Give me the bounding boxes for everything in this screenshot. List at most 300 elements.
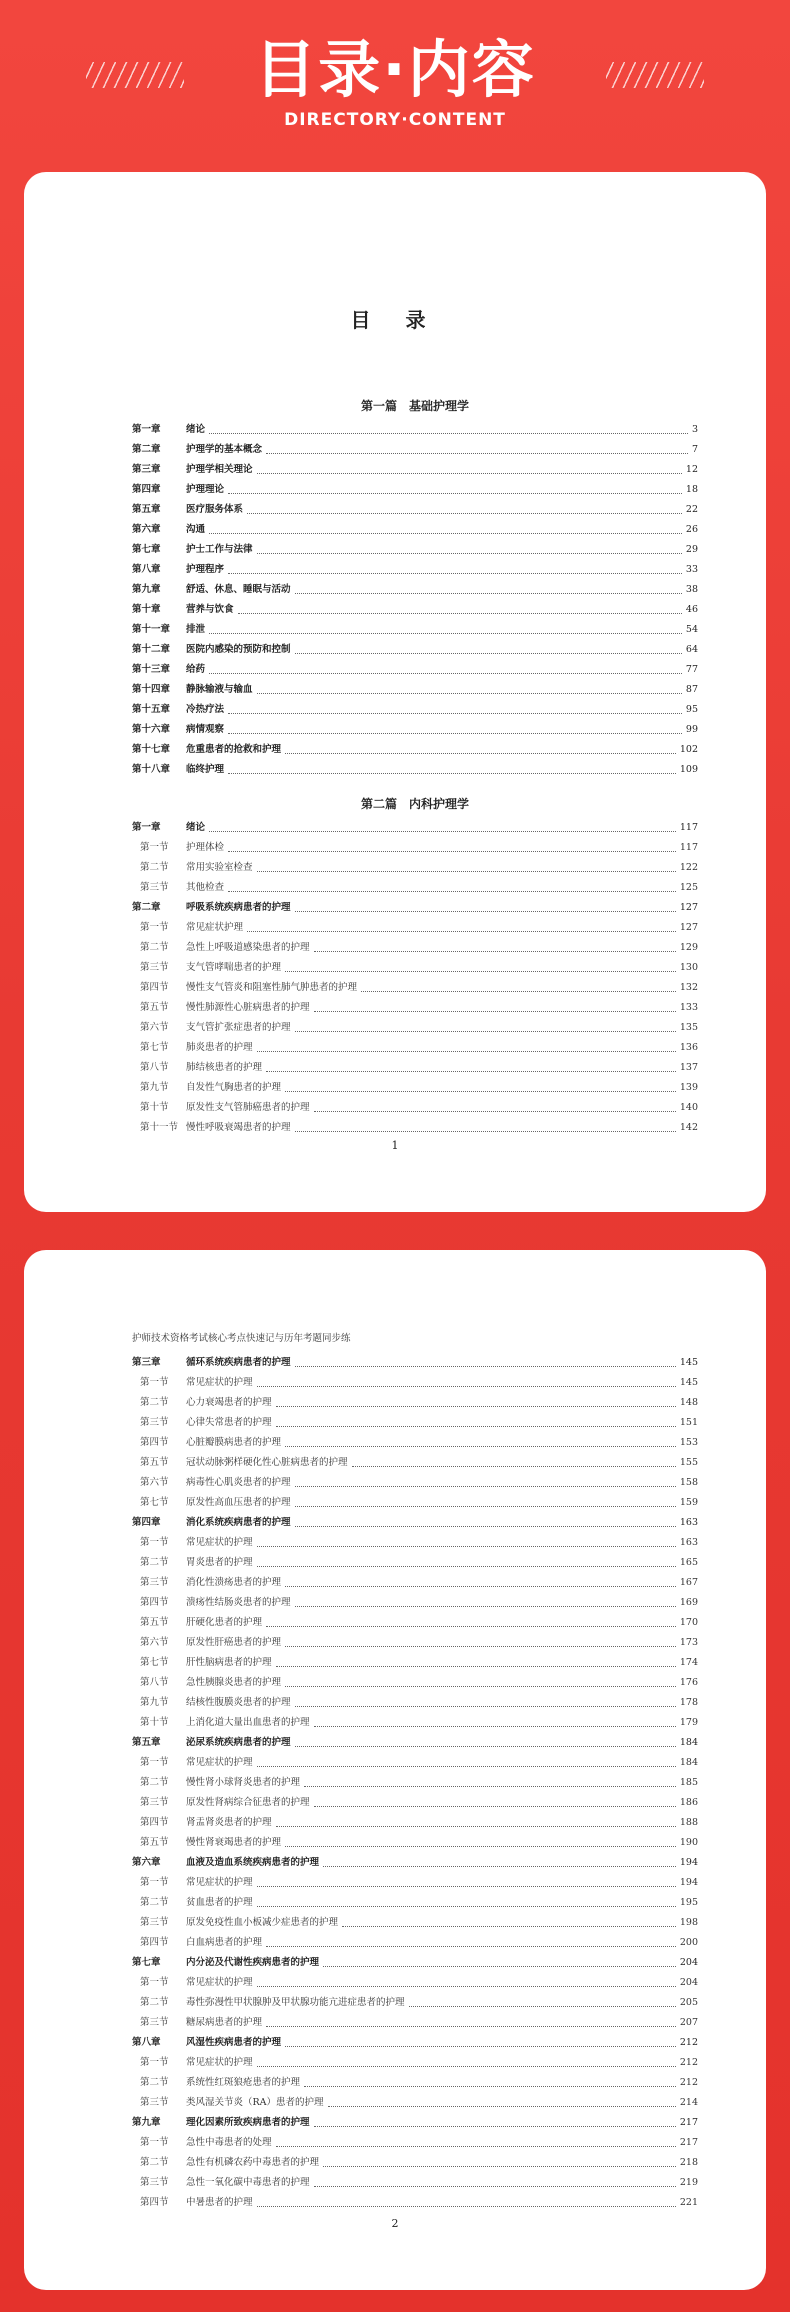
entry-page: 200 <box>679 1937 698 1948</box>
entry-title: 消化性溃疡患者的护理 <box>186 1577 282 1588</box>
dot-leader <box>323 1966 676 1967</box>
toc-section-row <box>132 838 698 858</box>
entry-title: 医疗服务体系 <box>186 504 244 515</box>
entry-title: 急性胰腺炎患者的护理 <box>186 1677 282 1688</box>
entry-number: 第二节 <box>140 2157 169 2168</box>
entry-title: 沟通 <box>186 524 206 535</box>
entry-number: 第三节 <box>140 1417 169 1428</box>
toc-section-row <box>132 1653 698 1673</box>
entry-page: 218 <box>679 2157 698 2168</box>
dot-leader <box>257 1906 676 1907</box>
dot-leader <box>323 1866 676 1867</box>
toc-section-row <box>132 2093 698 2113</box>
entry-number: 第三节 <box>140 1797 169 1808</box>
entry-title: 中暑患者的护理 <box>186 2197 253 2208</box>
toc-section-row <box>132 1613 698 1633</box>
dot-leader <box>209 533 682 534</box>
toc-section-row <box>132 1753 698 1773</box>
entry-number: 第三章 <box>132 1357 161 1368</box>
entry-page: 204 <box>679 1977 698 1988</box>
entry-title: 其他检查 <box>186 882 225 893</box>
toc-section-row <box>132 1098 698 1118</box>
toc-section-row <box>132 1673 698 1693</box>
dot-leader <box>266 453 688 454</box>
entry-title: 冷热疗法 <box>186 704 225 715</box>
entry-page: 117 <box>679 822 698 833</box>
entry-title: 急性上呼吸道感染患者的护理 <box>186 942 310 953</box>
toc-chapter-row <box>132 720 698 740</box>
entry-page: 18 <box>685 484 698 495</box>
dot-leader <box>209 673 682 674</box>
entry-page: 212 <box>679 2057 698 2068</box>
entry-number: 第一节 <box>140 2057 169 2068</box>
dot-leader <box>304 2086 676 2087</box>
entry-page: 194 <box>679 1857 698 1868</box>
entry-title: 护理体检 <box>186 842 225 853</box>
entry-number: 第五章 <box>132 504 161 515</box>
dot-leader <box>295 1706 676 1707</box>
entry-page: 38 <box>685 584 698 595</box>
entry-title: 结核性腹膜炎患者的护理 <box>186 1697 291 1708</box>
entry-page: 127 <box>679 922 698 933</box>
entry-page: 136 <box>679 1042 698 1053</box>
entry-page: 77 <box>685 664 698 675</box>
entry-title: 常见症状的护理 <box>186 1537 253 1548</box>
entry-title: 给药 <box>186 664 206 675</box>
toc-chapter-row <box>132 560 698 580</box>
toc-section-row <box>132 1533 698 1553</box>
part-title: 第一篇 基础护理学 <box>360 399 469 413</box>
entry-title: 病毒性心肌炎患者的护理 <box>186 1477 291 1488</box>
toc-entries-page-1 <box>132 386 698 1138</box>
entry-number: 第十四章 <box>132 684 171 695</box>
toc-page-1 <box>24 172 766 1212</box>
entry-number: 第十八章 <box>132 764 171 775</box>
dot-leader <box>295 1526 676 1527</box>
entry-page: 217 <box>679 2117 698 2128</box>
dot-leader <box>257 871 676 872</box>
toc-section-row <box>132 1773 698 1793</box>
dot-leader <box>257 1546 676 1547</box>
entry-page: 167 <box>679 1577 698 1588</box>
entry-page: 145 <box>679 1357 698 1368</box>
entry-page: 148 <box>679 1397 698 1408</box>
dot-leader <box>285 1686 676 1687</box>
entry-page: 204 <box>679 1957 698 1968</box>
entry-number: 第六章 <box>132 524 161 535</box>
entry-title: 内分泌及代谢性疾病患者的护理 <box>186 1957 320 1968</box>
dot-leader <box>228 733 682 734</box>
dot-leader <box>257 2066 676 2067</box>
toc-section-row <box>132 2173 698 2193</box>
toc-section-row <box>132 1593 698 1613</box>
toc-section-row <box>132 1933 698 1953</box>
entry-title: 绪论 <box>186 822 206 833</box>
entry-title: 自发性气胸患者的护理 <box>186 1082 282 1093</box>
entry-page: 46 <box>685 604 698 615</box>
entry-page: 194 <box>679 1877 698 1888</box>
entry-title: 常见症状的护理 <box>186 1877 253 1888</box>
toc-chapter-row <box>132 700 698 720</box>
toc-chapter-row <box>132 540 698 560</box>
toc-section-row <box>132 1913 698 1933</box>
entry-page: 139 <box>679 1082 698 1093</box>
entry-number: 第九章 <box>132 2117 161 2128</box>
dot-leader <box>323 2166 676 2167</box>
entry-title: 肝性脑病患者的护理 <box>186 1657 272 1668</box>
entry-page: 132 <box>679 982 698 993</box>
entry-title: 急性一氧化碳中毒患者的护理 <box>186 2177 310 2188</box>
toc-section-row <box>132 1993 698 2013</box>
dot-leader <box>247 931 676 932</box>
entry-title: 舒适、休息、睡眠与活动 <box>186 584 291 595</box>
entry-number: 第一节 <box>140 1537 169 1548</box>
entry-number: 第七章 <box>132 1957 161 1968</box>
entry-title: 胃炎患者的护理 <box>186 1557 253 1568</box>
entry-page: 179 <box>679 1717 698 1728</box>
entry-page: 184 <box>679 1737 698 1748</box>
toc-section-row <box>132 1393 698 1413</box>
entry-page: 221 <box>679 2197 698 2208</box>
banner-subtitle: DIRECTORY·CONTENT <box>284 110 506 130</box>
entry-page: 102 <box>679 744 698 755</box>
entry-title: 冠状动脉粥样硬化性心脏病患者的护理 <box>186 1457 348 1468</box>
dot-leader <box>295 1506 676 1507</box>
entry-title: 白血病患者的护理 <box>186 1937 263 1948</box>
entry-page: 188 <box>679 1817 698 1828</box>
entry-number: 第八节 <box>140 1677 169 1688</box>
toc-chapter-row <box>132 680 698 700</box>
entry-title: 绪论 <box>186 424 206 435</box>
entry-number: 第二章 <box>132 444 161 455</box>
toc-section-row <box>132 918 698 938</box>
dot-leader <box>314 951 676 952</box>
toc-chapter-row <box>132 760 698 780</box>
dot-leader <box>409 2006 676 2007</box>
entry-page: 64 <box>685 644 698 655</box>
entry-page: 145 <box>679 1377 698 1388</box>
toc-chapter-row <box>132 420 698 440</box>
dot-leader <box>276 1666 676 1667</box>
entry-number: 第二节 <box>140 1997 169 2008</box>
entry-number: 第十六章 <box>132 724 171 735</box>
entry-number: 第九节 <box>140 1082 169 1093</box>
entry-title: 消化系统疾病患者的护理 <box>186 1517 291 1528</box>
entry-number: 第四节 <box>140 1437 169 1448</box>
entry-page: 214 <box>679 2097 698 2108</box>
part2-entry-list <box>132 818 698 1138</box>
entry-page: 198 <box>679 1917 698 1928</box>
toc-chapter-row <box>132 620 698 640</box>
entry-number: 第十一章 <box>132 624 171 635</box>
entry-page: 130 <box>679 962 698 973</box>
toc-chapter-row <box>132 740 698 760</box>
toc-section-row <box>132 1433 698 1453</box>
toc-section-row <box>132 1833 698 1853</box>
toc-section-row <box>132 1893 698 1913</box>
dot-leader <box>295 1031 676 1032</box>
entry-number: 第二节 <box>140 1397 169 1408</box>
entry-title: 上消化道大量出血患者的护理 <box>186 1717 310 1728</box>
toc-section-row <box>132 2073 698 2093</box>
toc-chapter-row <box>132 600 698 620</box>
entry-title: 护理学的基本概念 <box>186 444 263 455</box>
toc-entries-page-2 <box>132 1353 698 2213</box>
entry-page: 165 <box>679 1557 698 1568</box>
entry-number: 第六节 <box>140 1637 169 1648</box>
entry-number: 第八章 <box>132 2037 161 2048</box>
entry-title: 护理程序 <box>186 564 225 575</box>
entry-title: 理化因素所致疾病患者的护理 <box>186 2117 310 2128</box>
dot-leader <box>276 1826 676 1827</box>
entry-title: 护理学相关理论 <box>186 464 253 475</box>
entry-title: 慢性肾衰竭患者的护理 <box>186 1837 282 1848</box>
entry-title: 护士工作与法律 <box>186 544 253 555</box>
toc-section-row <box>132 1078 698 1098</box>
entry-number: 第七节 <box>140 1042 169 1053</box>
toc-chapter-row <box>132 818 698 838</box>
entry-page: 22 <box>685 504 698 515</box>
entry-page: 95 <box>685 704 698 715</box>
entry-title: 慢性肺源性心脏病患者的护理 <box>186 1002 310 1013</box>
dot-leader <box>276 1406 676 1407</box>
entry-number: 第三节 <box>140 962 169 973</box>
entry-page: 142 <box>679 1122 698 1133</box>
entry-page: 125 <box>679 882 698 893</box>
dot-leader <box>257 2206 676 2207</box>
entry-page: 159 <box>679 1497 698 1508</box>
dot-leader <box>257 1566 676 1567</box>
entry-page: 176 <box>679 1677 698 1688</box>
page-number: 1 <box>391 1139 399 1152</box>
dot-leader <box>285 2046 676 2047</box>
toc-section-row <box>132 938 698 958</box>
entry-title: 糖尿病患者的护理 <box>186 2017 263 2028</box>
dot-leader <box>228 493 682 494</box>
dot-leader <box>257 1386 676 1387</box>
entry-number: 第二节 <box>140 1777 169 1788</box>
dot-leader <box>352 1466 676 1467</box>
toc-section-row <box>132 1453 698 1473</box>
entry-page: 33 <box>685 564 698 575</box>
dot-leader <box>295 911 676 912</box>
dot-leader <box>228 713 682 714</box>
entry-number: 第五节 <box>140 1617 169 1628</box>
dot-leader <box>295 1366 676 1367</box>
entry-title: 系统性红斑狼疮患者的护理 <box>186 2077 301 2088</box>
entry-page: 117 <box>679 842 698 853</box>
dot-leader <box>257 1051 676 1052</box>
dot-leader <box>342 1926 676 1927</box>
entry-title: 原发性肾病综合征患者的护理 <box>186 1797 310 1808</box>
dot-leader <box>266 2026 676 2027</box>
entry-title: 常见症状护理 <box>186 922 244 933</box>
toc-title: 目 录 <box>350 308 440 332</box>
entry-title: 常见症状的护理 <box>186 1377 253 1388</box>
toc-section-row <box>132 2133 698 2153</box>
entry-page: 122 <box>679 862 698 873</box>
page-number: 2 <box>391 2217 399 2230</box>
entry-number: 第三节 <box>140 1917 169 1928</box>
toc-chapter-row <box>132 640 698 660</box>
toc-section-row <box>132 1038 698 1058</box>
toc-chapter-row <box>132 1953 698 1973</box>
toc-chapter-row <box>132 2033 698 2053</box>
dot-leader <box>257 553 682 554</box>
entry-page: 184 <box>679 1757 698 1768</box>
toc-chapter-row <box>132 440 698 460</box>
entry-number: 第四章 <box>132 1517 161 1528</box>
entry-number: 第三章 <box>132 464 161 475</box>
dot-leader <box>257 1986 676 1987</box>
entry-title: 常用实验室检查 <box>186 862 253 873</box>
entry-title: 循环系统疾病患者的护理 <box>186 1357 291 1368</box>
entry-number: 第五节 <box>140 1457 169 1468</box>
dot-leader <box>295 1746 676 1747</box>
entry-number: 第十三章 <box>132 664 171 675</box>
entry-number: 第一节 <box>140 1877 169 1888</box>
dot-leader <box>276 1426 676 1427</box>
entry-number: 第一章 <box>132 822 161 833</box>
entry-number: 第十节 <box>140 1717 169 1728</box>
entry-page: 185 <box>679 1777 698 1788</box>
dot-leader <box>266 1071 676 1072</box>
entry-title: 医院内感染的预防和控制 <box>186 644 291 655</box>
toc-section-row <box>132 1573 698 1593</box>
entry-title: 支气管扩张症患者的护理 <box>186 1022 291 1033</box>
entry-number: 第二节 <box>140 942 169 953</box>
entry-number: 第五节 <box>140 1002 169 1013</box>
entry-number: 第一节 <box>140 922 169 933</box>
entry-title: 慢性肾小球肾炎患者的护理 <box>186 1777 301 1788</box>
entry-page: 195 <box>679 1897 698 1908</box>
entry-title: 原发免疫性血小板减少症患者的护理 <box>186 1917 339 1928</box>
entry-page: 178 <box>679 1697 698 1708</box>
dot-leader <box>238 613 682 614</box>
entry-page: 140 <box>679 1102 698 1113</box>
entry-title: 急性有机磷农药中毒患者的护理 <box>186 2157 320 2168</box>
entry-title: 肺炎患者的护理 <box>186 1042 253 1053</box>
entry-page: 186 <box>679 1797 698 1808</box>
toc-chapter-row <box>132 500 698 520</box>
part1-entry-list <box>132 420 698 780</box>
toc-section-row <box>132 958 698 978</box>
toc-section-row <box>132 1058 698 1078</box>
entry-title: 原发性支气管肺癌患者的护理 <box>186 1102 310 1113</box>
dot-leader <box>209 831 676 832</box>
entry-number: 第四节 <box>140 982 169 993</box>
toc-chapter-row <box>132 1853 698 1873</box>
dot-leader <box>285 1091 676 1092</box>
toc-chapter-row <box>132 1513 698 1533</box>
entry-title: 营养与饮食 <box>186 604 234 615</box>
dot-leader <box>266 1626 676 1627</box>
entry-number: 第三节 <box>140 1577 169 1588</box>
part-title: 第二篇 内科护理学 <box>360 797 469 811</box>
dot-leader <box>314 1111 676 1112</box>
entry-title: 慢性呼吸衰竭患者的护理 <box>186 1122 291 1133</box>
entry-title: 常见症状的护理 <box>186 1757 253 1768</box>
entry-number: 第一节 <box>140 1377 169 1388</box>
entry-number: 第三节 <box>140 2017 169 2028</box>
entry-page: 163 <box>679 1517 698 1528</box>
banner-title: 目录·内容 <box>254 33 536 106</box>
toc-section-row <box>132 1553 698 1573</box>
entry-title: 原发性肝癌患者的护理 <box>186 1637 282 1648</box>
toc-section-row <box>132 1413 698 1433</box>
dot-leader <box>285 1846 676 1847</box>
entry-number: 第三节 <box>140 2097 169 2108</box>
entry-title: 原发性高血压患者的护理 <box>186 1497 291 1508</box>
dot-leader <box>314 1011 676 1012</box>
entry-page: 153 <box>679 1437 698 1448</box>
entry-number: 第八章 <box>132 564 161 575</box>
toc-section-row <box>132 1118 698 1138</box>
running-header: 护师技术资格考试核心考点快速记与历年考题同步练 <box>132 1333 351 1344</box>
entry-title: 急性中毒患者的处理 <box>186 2137 272 2148</box>
entry-title: 风湿性疾病患者的护理 <box>186 2037 282 2048</box>
entry-title: 临终护理 <box>186 764 225 775</box>
entry-page: 26 <box>685 524 698 535</box>
dot-leader <box>209 633 682 634</box>
entry-number: 第一节 <box>140 1977 169 1988</box>
entry-title: 呼吸系统疾病患者的护理 <box>186 902 291 913</box>
entry-page: 217 <box>679 2137 698 2148</box>
entry-title: 类风湿关节炎（RA）患者的护理 <box>186 2097 324 2108</box>
toc-section-row <box>132 2013 698 2033</box>
entry-page: 205 <box>679 1997 698 2008</box>
toc-section-row <box>132 878 698 898</box>
dot-leader <box>314 1806 676 1807</box>
dot-leader <box>295 1131 676 1132</box>
dot-leader <box>295 593 682 594</box>
toc-section-row <box>132 1373 698 1393</box>
entry-number: 第十节 <box>140 1102 169 1113</box>
entry-title: 心脏瓣膜病患者的护理 <box>186 1437 282 1448</box>
entry-number: 第五节 <box>140 1837 169 1848</box>
entry-number: 第十二章 <box>132 644 171 655</box>
entry-page: 29 <box>685 544 698 555</box>
entry-page: 170 <box>679 1617 698 1628</box>
toc-chapter-row <box>132 2113 698 2133</box>
toc-section-row <box>132 1793 698 1813</box>
toc-section-row <box>132 1473 698 1493</box>
dot-leader <box>257 473 682 474</box>
entry-number: 第二节 <box>140 1557 169 1568</box>
entry-page: 190 <box>679 1837 698 1848</box>
entry-title: 常见症状的护理 <box>186 2057 253 2068</box>
entry-number: 第三节 <box>140 882 169 893</box>
entry-title: 支气管哮喘患者的护理 <box>186 962 282 973</box>
entry-title: 慢性支气管炎和阻塞性肺气肿患者的护理 <box>186 982 358 993</box>
dot-leader <box>228 891 676 892</box>
dot-leader <box>285 1586 676 1587</box>
dot-leader <box>314 2186 676 2187</box>
entry-number: 第一节 <box>140 2137 169 2148</box>
entry-page: 3 <box>691 424 698 435</box>
entry-number: 第二节 <box>140 862 169 873</box>
entry-number: 第一节 <box>140 1757 169 1768</box>
entry-number: 第十七章 <box>132 744 171 755</box>
toc-section-row <box>132 1873 698 1893</box>
entry-number: 第七节 <box>140 1657 169 1668</box>
entry-number: 第七节 <box>140 1497 169 1508</box>
toc-chapter-row <box>132 1733 698 1753</box>
dot-leader <box>276 2146 676 2147</box>
entry-page: 54 <box>685 624 698 635</box>
toc-chapter-row <box>132 1353 698 1373</box>
toc-section-row <box>132 1633 698 1653</box>
